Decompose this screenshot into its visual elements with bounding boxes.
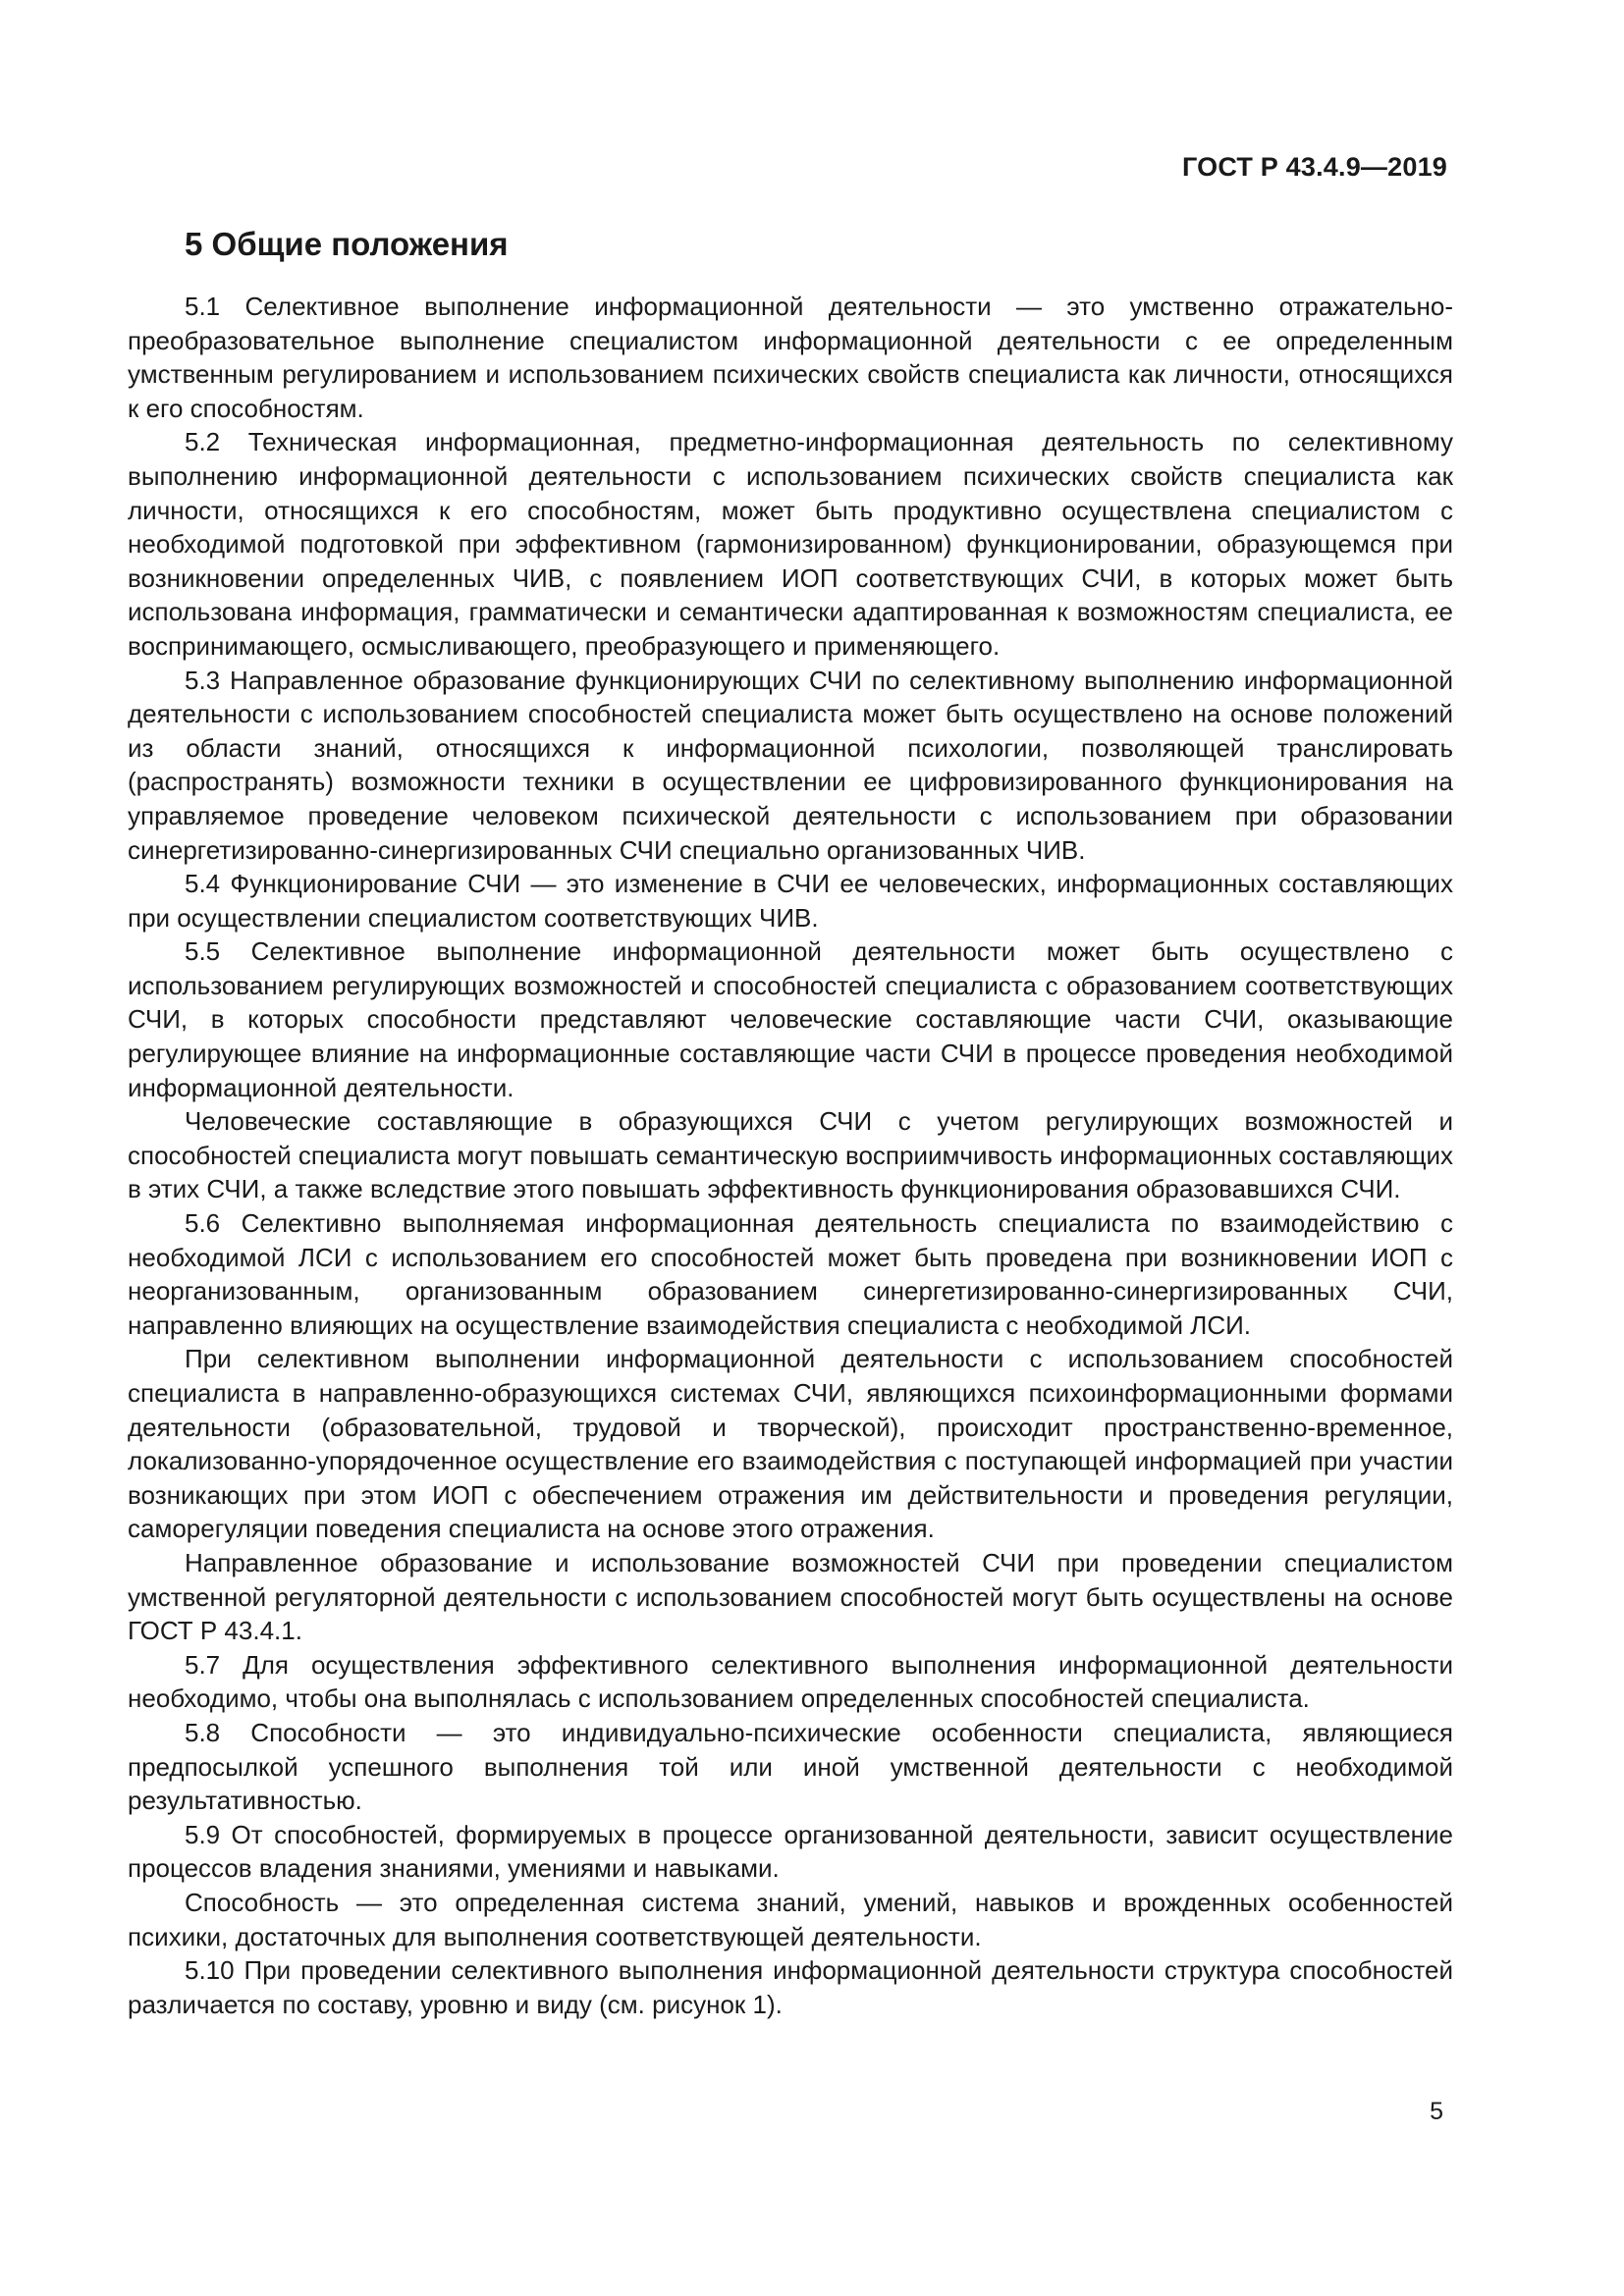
paragraph-5-2: 5.2 Техническая информационная, предметно-информационная деятельность по селективному выполнению информационной деятельности с использованием психических свойств специалиста как личности, относящихся к его способностям, может быть продуктивно осуществлена специалистом с необходимой подготовкой при эффективном (гармонизированном) функционировании, образующемся при возникновении определенных ЧИВ, с появлением ИОП соответствующих СЧИ, в которых может быть использована информация, грамматически и семантически адаптированная к возможностям специалиста, ее воспринимающего, осмысливающего, преобразующего и применяющего. [128, 427, 1453, 661]
paragraph-5-3: 5.3 Направленное образование функционирующих СЧИ по селективному выполнению информационной деятельности с использованием способностей специалиста может быть осуществлено на основе положений из области знаний, относящихся к информационной психологии, позволяющей транслировать (распространять) возможности техники в осуществлении ее цифровизированного функционирования на управляемое проведение человеком психической деятельности с использованием при образовании синергетизированно-синергизированных СЧИ специально организованных ЧИВ. [128, 665, 1453, 865]
paragraph-5-8: 5.8 Способности — это индивидуально-психические особенности специалиста, являющиеся предпосылкой успешного выполнения той или иной умственной деятельности с необходимой результативностью. [128, 1717, 1453, 1816]
paragraph-5-9-continued: Способность — это определенная система знаний, умений, навыков и врожденных особенностей психики, достаточных для выполнения соответствующей деятельности. [128, 1887, 1453, 1951]
section-title: 5 Общие положения [185, 226, 509, 262]
paragraph-5-6-continued: При селективном выполнении информационной деятельности с использованием способностей специалиста в направленно-образующихся системах СЧИ, являющихся психоинформационными формами деятельности (образовательной, трудовой и творческой), происходит пространственно-временное, локализованно-упорядоченное осуществление его взаимодействия с поступающей информацией при участии возникающих при этом ИОП с обеспечением отражения им действительности и проведения регуляции, саморегуляции поведения специалиста на основе этого отражения. [128, 1344, 1453, 1544]
paragraph-5-6-reference: Направленное образование и использование возможностей СЧИ при проведении специалистом умственной регуляторной деятельности с использованием способностей могут быть осуществлены на основе ГОСТ Р 43.4.1. [128, 1547, 1453, 1646]
paragraph-5-5: 5.5 Селективное выполнение информационной деятельности может быть осуществлено с использованием регулирующих возможностей и способностей специалиста с образованием соответствующих СЧИ, в которых способности представляют человеческие составляющие части СЧИ, оказывающие регулирующее влияние на информационные составляющие части СЧИ в процессе проведения необходимой информационной деятельности. [128, 936, 1453, 1102]
paragraph-5-5-continued: Человеческие составляющие в образующихся СЧИ с учетом регулирующих возможностей и способностей специалиста могут повышать семантическую восприимчивость информационных составляющих в этих СЧИ, а также вследствие этого повышать эффективность функционирования образовавшихся СЧИ. [128, 1106, 1453, 1204]
paragraph-5-6: 5.6 Селективно выполняемая информационная деятельность специалиста по взаимодействию с необходимой ЛСИ с использованием его способностей может быть проведена при возникновении ИОП с неорганизованным, организованным образованием синергетизированно-синергизированных СЧИ, направленно влияющих на осуществление взаимодействия специалиста с необходимой ЛСИ. [128, 1208, 1453, 1340]
paragraph-5-9: 5.9 От способностей, формируемых в процессе организованной деятельности, зависит осуществление процессов владения знаниями, умениями и навыками. [128, 1819, 1453, 1884]
main-content [128, 221, 1453, 2021]
paragraph-5-7: 5.7 Для осуществления эффективного селективного выполнения информационной деятельности необходимо, чтобы она выполнялась с использованием определенных способностей специалиста. [128, 1649, 1453, 1714]
page-number: 5 [1430, 2098, 1443, 2125]
document-code: ГОСТ Р 43.4.9—2019 [1181, 152, 1447, 182]
paragraph-5-4: 5.4 Функционирование СЧИ — это изменение в СЧИ ее человеческих, информационных составляющих при осуществлении специалистом соответствующих ЧИВ. [128, 869, 1453, 933]
paragraph-5-1: 5.1 Селективное выполнение информационной деятельности — это умственно отражательно-преобразовательное выполнение специалистом информационной деятельности с ее определенным умственным регулированием и использованием психических свойств специалиста как личности, относящихся к его способностям. [128, 292, 1453, 423]
section-body [128, 290, 1453, 2021]
paragraph-5-10: 5.10 При проведении селективного выполнения информационной деятельности структура способностей различается по составу, уровню и виду (см. рисунок 1). [128, 1955, 1453, 2019]
